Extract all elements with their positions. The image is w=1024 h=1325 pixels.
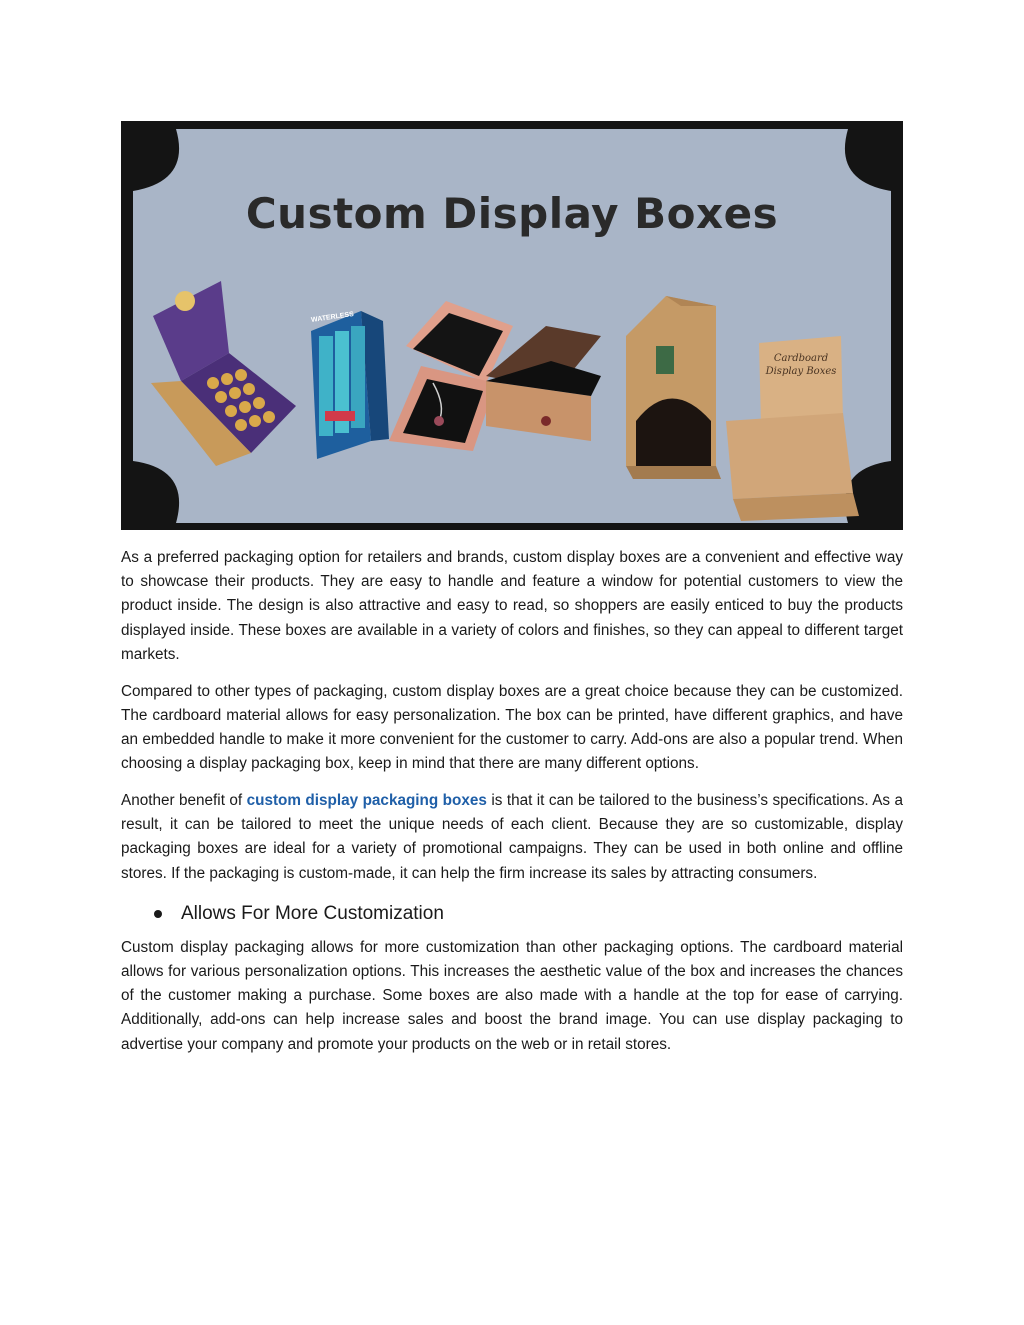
article-body	[121, 546, 903, 1069]
display-boxes-illustration	[121, 121, 903, 530]
card-label-line2: Display Boxes	[765, 366, 837, 377]
paragraph-comparison: Compared to other types of packaging, custom display boxes are a great choice because they can be customized. The cardboard material allows for easy personalization. The box can be printed, have different graphics, and have an embedded handle to make it more convenient for the customer to carry. Add-ons are also a popular trend. When choosing a display packaging box, keep in mind that there are many different options.	[121, 682, 903, 773]
paragraph-customization: Custom display packaging allows for more customization than other packaging options. The cardboard material allows for various personalization options. This increases the aesthetic value of the box and increases the chances of the customer making a purchase. Some boxes are also made with a handle at the top for ease of carrying. Additionally, add-ons can help increase sales and boost the brand image. You can use display packaging to advertise your company and promote your products on the web or in retail stores.	[121, 938, 903, 1053]
hero-image	[121, 121, 903, 530]
section-heading-text: Allows For More Customization	[181, 902, 444, 924]
bullet-icon	[154, 910, 162, 918]
card-label-line1: Cardboard	[773, 353, 829, 364]
cardboard-display-label	[761, 352, 841, 378]
custom-display-packaging-link[interactable]: custom display packaging boxes	[246, 792, 487, 810]
paragraph-intro: As a preferred packaging option for retailers and brands, custom display boxes are a convenient and effective way to showcase their products. They are easy to handle and feature a window for potential customers to view the product inside. The design is also attractive and easy to read, so shoppers are easily enticed to buy the products displayed inside. These boxes are available in a variety of colors and finishes, so they can appeal to different target markets.	[121, 549, 903, 663]
paragraph-benefit-rest: is that it can be tailored to the business’s specifications. As a result, it can be tailored to meet the unique needs of each client. Because they are so customizable, display packaging boxes are ideal for a variety of promotional campaigns. They can be used in both online and offline stores. If the packaging is custom-made, it can help the firm increase its sales by attracting consumers.	[121, 792, 903, 882]
hero-title: Custom Display Boxes	[245, 189, 779, 238]
paragraph-benefit	[121, 789, 903, 886]
paragraph-benefit-lead: Another benefit of	[121, 792, 247, 810]
product-label: WATERLESS	[310, 311, 355, 324]
section-heading	[154, 902, 903, 926]
